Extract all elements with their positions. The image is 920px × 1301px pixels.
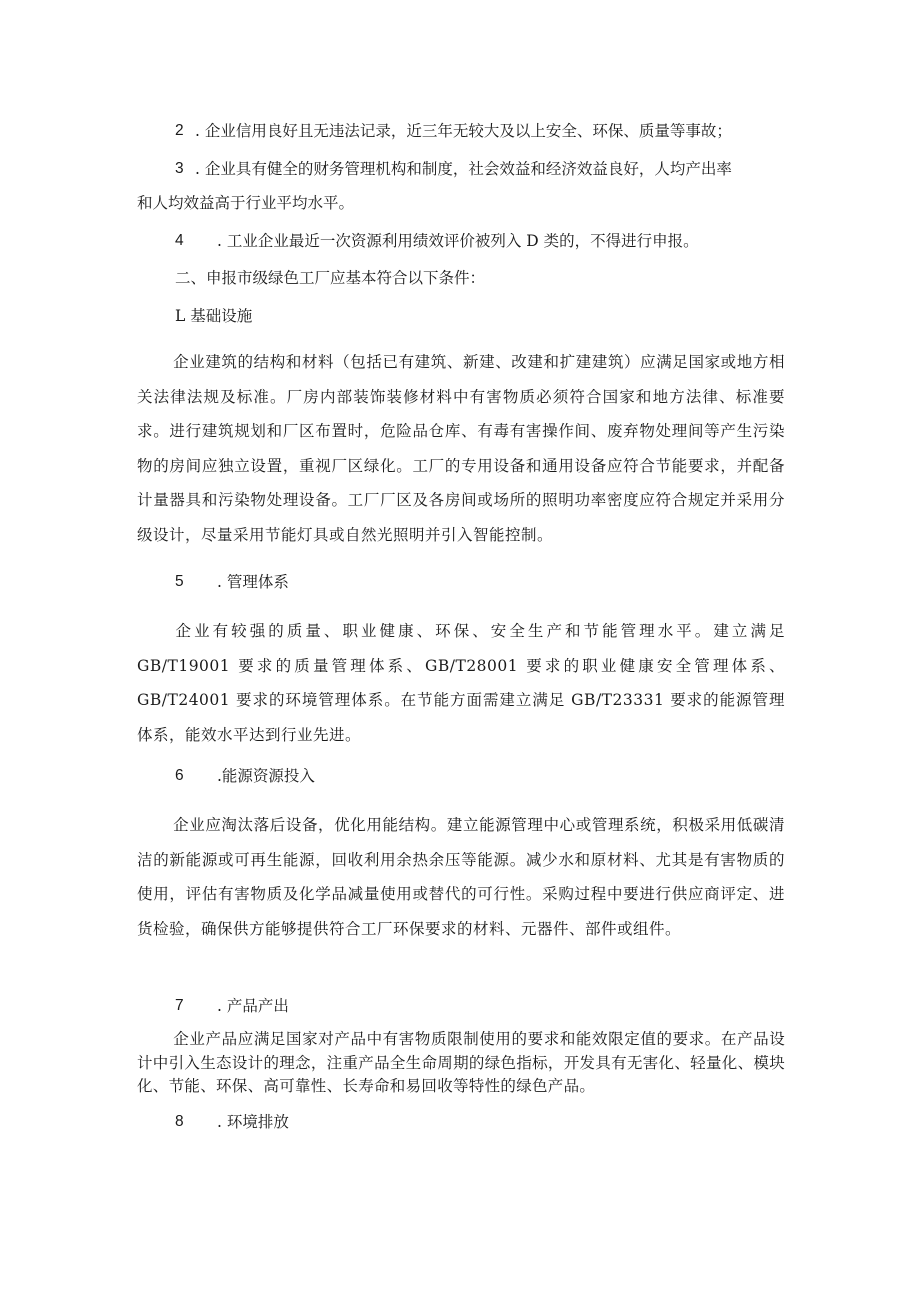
section-two-title: 二、申报市级绿色工厂应基本符合以下条件： [175,269,486,287]
item-2-text: . 企业信用良好且无违法记录，近三年无较大及以上安全、环保、质量等事故； [195,122,732,140]
product-body: 企业产品应满足国家对产品中有害物质限制使用的要求和能效限定值的要求。在产品设计中引入生态设计的理念，注重产品全生命周期的绿色指标，开发具有无害化、轻量化、模块化、节能、环保、高可靠性、长寿命和易回收等特性的绿色产品。 [137,1030,785,1095]
section-8-heading: . 环境排放 [217,1113,289,1131]
section-6-heading: .能源资源投入 [217,767,315,785]
management-paragraph [137,614,785,752]
section-5-heading: . 管理体系 [217,573,289,591]
management-body: 企业有较强的质量、职业健康、环保、安全生产和节能管理水平。建立满足 GB/T19001 要求的质量管理体系、GB/T28001 要求的职业健康安全管理体系、GB/T24001 要求的环境管理体系。在节能方面需建立满足 GB/T23331 要求的能源管理体系，能效水平达到行业先进。 [137,622,785,744]
energy-paragraph [137,808,785,946]
item-3-text: . 企业具有健全的财务管理机构和制度，社会效益和经济效益良好，人均产出率 [195,160,732,178]
infrastructure-body: 企业建筑的结构和材料（包括已有建筑、新建、改建和扩建建筑）应满足国家或地方相关法律法规及标准。厂房内部装饰装修材料中有害物质必须符合国家和地方法律、标准要求。进行建筑规划和厂区布置时，危险品仓库、有毒有害操作间、废弃物处理间等产生污染物的房间应独立设置，重视厂区绿化。工厂的专用设备和通用设备应符合节能要求，并配备计量器具和污染物处理设备。工厂厂区及各房间或场所的照明功率密度应符合规定并采用分级设计，尽量采用节能灯具或自然光照明并引入智能控制。 [137,353,785,544]
section-8-number: 8 [175,1113,184,1130]
item-2-number: 2 [175,122,184,139]
item-3-continuation: 和人均效益高于行业平均水平。 [137,194,355,212]
section-6-number: 6 [175,767,184,784]
item-4-text: . 工业企业最近一次资源利用绩效评价被列入 D 类的，不得进行申报。 [217,232,699,250]
item-4-number: 4 [175,232,184,249]
infrastructure-paragraph [137,345,785,552]
item-3-number: 3 [175,160,184,177]
section-7-number: 7 [175,997,184,1014]
section-5-number: 5 [175,573,184,590]
product-paragraph [137,1028,785,1099]
energy-body: 企业应淘汰落后设备，优化用能结构。建立能源管理中心或管理系统，积极采用低碳清洁的新能源或可再生能源，回收利用余热余压等能源。减少水和原材料、尤其是有害物质的使用，评估有害物质及化学品减量使用或替代的可行性。采购过程中要进行供应商评定、进货检验，确保供方能够提供符合工厂环保要求的材料、元器件、部件或组件。 [137,816,785,938]
infrastructure-heading: L 基础设施 [175,307,253,325]
section-7-heading: . 产品产出 [217,997,289,1015]
